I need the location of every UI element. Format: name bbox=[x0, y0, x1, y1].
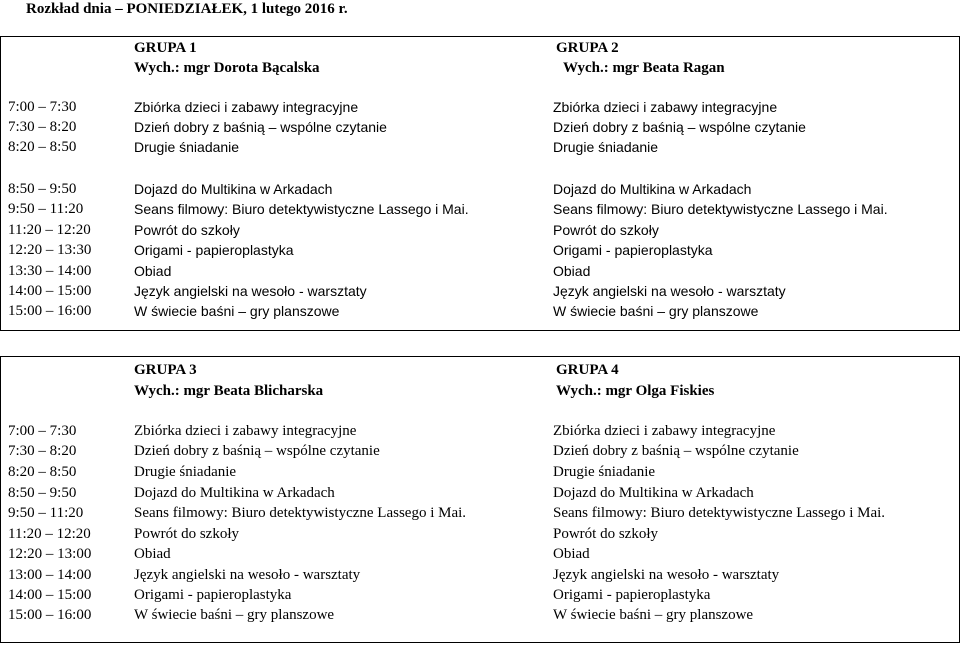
group-a-activity: Zbiórka dzieci i zabawy integracyjne bbox=[134, 99, 359, 115]
group-b-teacher: Wych.: mgr Beata Ragan bbox=[563, 60, 725, 76]
schedule-row bbox=[1, 97, 959, 117]
group-b-activity: Origami - papieroplastyka bbox=[553, 587, 711, 603]
group-a-activity: Drugie śniadanie bbox=[134, 464, 237, 480]
time-slot: 7:00 – 7:30 bbox=[8, 99, 77, 115]
group-a-name: GRUPA 3 bbox=[134, 362, 197, 378]
group-a-activity: Zbiórka dzieci i zabawy integracyjne bbox=[134, 423, 357, 439]
group-b-activity: Powrót do szkoły bbox=[553, 222, 659, 238]
group-a-activity: Origami - papieroplastyka bbox=[134, 242, 294, 258]
schedule-row bbox=[1, 421, 959, 441]
group-b-activity: Origami - papieroplastyka bbox=[553, 242, 713, 258]
group-a-activity: Dojazd do Multikina w Arkadach bbox=[134, 485, 335, 501]
time-slot: 7:30 – 8:20 bbox=[8, 443, 77, 459]
schedule-row bbox=[1, 117, 959, 137]
time-slot: 7:30 – 8:20 bbox=[8, 119, 77, 135]
schedule-row bbox=[1, 301, 959, 321]
group-a-activity: Origami - papieroplastyka bbox=[134, 587, 292, 603]
group-b-activity: Seans filmowy: Biuro detektywistyczne Lassego i Mai. bbox=[553, 201, 888, 217]
time-slot: 8:20 – 8:50 bbox=[8, 464, 77, 480]
group-a-activity: Język angielski na wesoło - warsztaty bbox=[134, 283, 367, 299]
group-a-activity: Powrót do szkoły bbox=[134, 222, 240, 238]
group-a-activity: W świecie baśni – gry planszowe bbox=[134, 607, 335, 623]
group-b-activity: Zbiórka dzieci i zabawy integracyjne bbox=[553, 99, 778, 115]
schedule-row bbox=[1, 261, 959, 281]
group-b-activity: W świecie baśni – gry planszowe bbox=[553, 607, 754, 623]
schedule-row bbox=[1, 503, 959, 523]
group-a-activity: Powrót do szkoły bbox=[134, 526, 239, 542]
time-slot: 12:20 – 13:00 bbox=[8, 546, 92, 562]
group-a-activity: Seans filmowy: Biuro detektywistyczne Lassego i Mai. bbox=[134, 505, 467, 521]
time-slot: 7:00 – 7:30 bbox=[8, 423, 77, 439]
schedule-row bbox=[1, 199, 959, 219]
group-b-activity: Dojazd do Multikina w Arkadach bbox=[553, 181, 752, 197]
time-slot: 9:50 – 11:20 bbox=[8, 201, 84, 217]
time-slot: 8:50 – 9:50 bbox=[8, 485, 77, 501]
schedule-row bbox=[1, 281, 959, 301]
group-b-activity: Obiad bbox=[553, 546, 590, 562]
schedule-section-groups-3-4 bbox=[0, 356, 960, 643]
schedule-row bbox=[1, 524, 959, 544]
group-b-activity: Dojazd do Multikina w Arkadach bbox=[553, 485, 754, 501]
schedule-section-groups-1-2 bbox=[0, 36, 960, 331]
schedule-row bbox=[1, 544, 959, 564]
group-a-teacher: Wych.: mgr Beata Blicharska bbox=[134, 383, 324, 399]
group-b-name: GRUPA 2 bbox=[556, 40, 619, 56]
schedule-row bbox=[1, 441, 959, 461]
schedule-row bbox=[1, 585, 959, 605]
group-a-activity: Język angielski na wesoło - warsztaty bbox=[134, 567, 361, 583]
time-slot: 8:20 – 8:50 bbox=[8, 139, 77, 155]
group-a-activity: Obiad bbox=[134, 546, 171, 562]
group-b-activity: Seans filmowy: Biuro detektywistyczne Lassego i Mai. bbox=[553, 505, 886, 521]
time-slot: 14:00 – 15:00 bbox=[8, 283, 92, 299]
time-slot: 13:30 – 14:00 bbox=[8, 263, 92, 279]
schedule-row bbox=[1, 220, 959, 240]
group-b-activity: W świecie baśni – gry planszowe bbox=[553, 303, 759, 319]
schedule-row bbox=[1, 240, 959, 260]
group-b-activity: Powrót do szkoły bbox=[553, 526, 658, 542]
time-slot: 13:00 – 14:00 bbox=[8, 567, 92, 583]
group-b-activity: Drugie śniadanie bbox=[553, 139, 659, 155]
time-slot: 11:20 – 12:20 bbox=[8, 526, 91, 542]
group-a-teacher: Wych.: mgr Dorota Bącalska bbox=[134, 60, 320, 76]
group-a-activity: Dzień dobry z baśnią – wspólne czytanie bbox=[134, 119, 387, 135]
schedule-row bbox=[1, 179, 959, 199]
time-slot: 11:20 – 12:20 bbox=[8, 222, 91, 238]
time-slot: 15:00 – 16:00 bbox=[8, 303, 92, 319]
group-b-activity: Obiad bbox=[553, 263, 591, 279]
group-b-activity: Drugie śniadanie bbox=[553, 464, 656, 480]
time-slot: 15:00 – 16:00 bbox=[8, 607, 92, 623]
schedule-row bbox=[1, 462, 959, 482]
group-a-activity: Drugie śniadanie bbox=[134, 139, 240, 155]
group-a-activity: Obiad bbox=[134, 263, 172, 279]
group-b-activity: Dzień dobry z baśnią – wspólne czytanie bbox=[553, 119, 806, 135]
group-b-activity: Zbiórka dzieci i zabawy integracyjne bbox=[553, 423, 776, 439]
group-b-activity: Język angielski na wesoło - warsztaty bbox=[553, 567, 780, 583]
group-b-activity: Język angielski na wesoło - warsztaty bbox=[553, 283, 786, 299]
group-a-activity: Dojazd do Multikina w Arkadach bbox=[134, 181, 333, 197]
group-b-teacher: Wych.: mgr Olga Fiskies bbox=[556, 383, 715, 399]
time-slot: 14:00 – 15:00 bbox=[8, 587, 92, 603]
schedule-row bbox=[1, 605, 959, 625]
schedule-row bbox=[1, 483, 959, 503]
group-a-activity: Seans filmowy: Biuro detektywistyczne Lassego i Mai. bbox=[134, 201, 469, 217]
group-a-activity: W świecie baśni – gry planszowe bbox=[134, 303, 340, 319]
group-a-name: GRUPA 1 bbox=[134, 40, 197, 56]
time-slot: 8:50 – 9:50 bbox=[8, 181, 77, 197]
group-b-activity: Dzień dobry z baśnią – wspólne czytanie bbox=[553, 443, 799, 459]
schedule-row bbox=[1, 565, 959, 585]
group-a-activity: Dzień dobry z baśnią – wspólne czytanie bbox=[134, 443, 380, 459]
page-title: Rozkład dnia – PONIEDZIAŁEK, 1 lutego 2016 r. bbox=[26, 1, 348, 17]
group-b-name: GRUPA 4 bbox=[556, 362, 619, 378]
time-slot: 12:20 – 13:30 bbox=[8, 242, 92, 258]
schedule-row bbox=[1, 137, 959, 157]
time-slot: 9:50 – 11:20 bbox=[8, 505, 84, 521]
